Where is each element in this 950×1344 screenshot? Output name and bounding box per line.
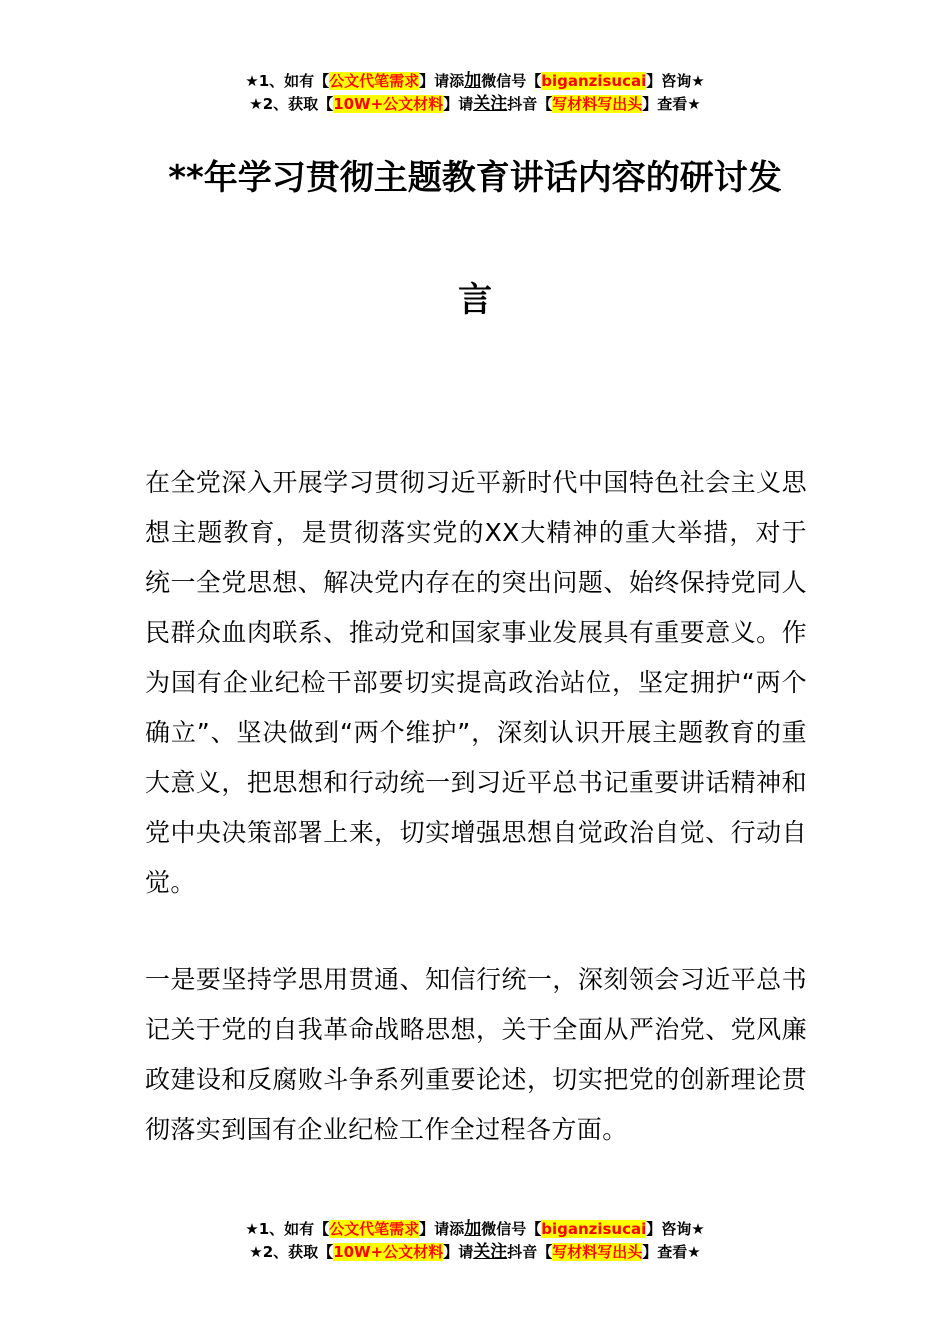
banner-text: ★1、如有【	[245, 72, 330, 90]
banner-line-2	[0, 1241, 950, 1264]
highlight-service: 公文代笔需求	[329, 1220, 420, 1238]
banner-text: 】查看★	[642, 95, 701, 113]
banner-underlined: 加	[464, 1219, 482, 1239]
highlight-wechat-id: biganzisucai	[541, 1220, 647, 1238]
header-banner	[0, 70, 950, 116]
banner-text: 】请添	[419, 1220, 465, 1238]
banner-text: 】查看★	[642, 1243, 701, 1261]
highlight-materials: 10W+公文材料	[333, 1243, 444, 1261]
banner-text: ★1、如有【	[245, 1220, 330, 1238]
highlight-douyin-id: 写材料写出头	[552, 95, 643, 113]
banner-text: 】咨询★	[646, 1220, 705, 1238]
highlight-materials: 10W+公文材料	[333, 95, 444, 113]
banner-text: ★2、获取【	[249, 1243, 334, 1261]
highlight-service: 公文代笔需求	[329, 72, 420, 90]
banner-text: 微信号【	[481, 1220, 542, 1238]
highlight-wechat-id: biganzisucai	[541, 72, 647, 90]
body-paragraph: 在全党深入开展学习贯彻习近平新时代中国特色社会主义思想主题教育，是贯彻落实党的XX大精神的重大举措，对于统一全党思想、解决党内存在的突出问题、始终保持党同人民群众血肉联系、推动党和国家事业发展具有重要意义。作为国有企业纪检干部要切实提高政治站位，坚定拥护“两个确立”、坚决做到“两个维护”，深刻认识开展主题教育的重大意义，把思想和行动统一到习近平总书记重要讲话精神和党中央决策部署上来，切实增强思想自觉政治自觉、行动自觉。	[145, 468, 807, 897]
banner-text: 】咨询★	[646, 72, 705, 90]
body-paragraph: 一是要坚持学思用贯通、知信行统一，深刻领会习近平总书记关于党的自我革命战略思想，关于全面从严治党、党风廉政建设和反腐败斗争系列重要论述，切实把党的创新理论贯彻落实到国有企业纪检工作全过程各方面。	[145, 965, 807, 1144]
banner-text: ★2、获取【	[249, 95, 334, 113]
banner-text: 】请	[443, 95, 474, 113]
banner-text: 】请	[443, 1243, 474, 1261]
banner-underlined: 关注	[473, 1242, 508, 1262]
banner-underlined: 加	[464, 71, 482, 91]
highlight-douyin-id: 写材料写出头	[552, 1243, 643, 1261]
banner-text: 抖音【	[507, 1243, 553, 1261]
banner-text: 微信号【	[481, 72, 542, 90]
banner-line-1	[0, 1218, 950, 1241]
document-title-line-1: **年学习贯彻主题教育讲话内容的研讨发	[168, 158, 782, 198]
footer-banner	[0, 1218, 950, 1264]
document-title-line-2: 言	[458, 280, 492, 320]
banner-line-1	[0, 70, 950, 93]
banner-text: 抖音【	[507, 95, 553, 113]
banner-text: 】请添	[419, 72, 465, 90]
banner-underlined: 关注	[473, 94, 508, 114]
banner-line-2	[0, 93, 950, 116]
